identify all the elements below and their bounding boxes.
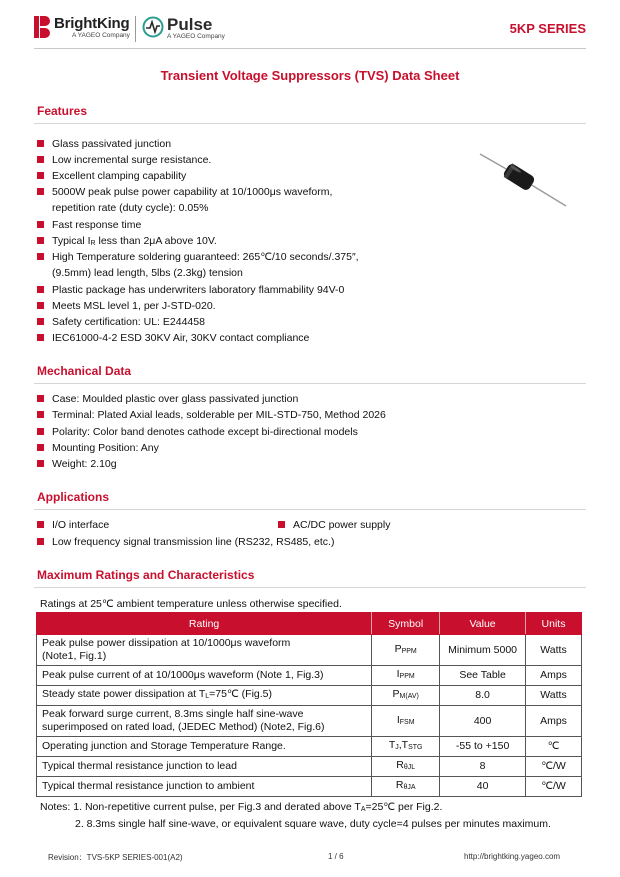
column-header: Symbol [372,613,440,635]
column-header: Units [526,613,582,635]
pulse-logo-icon [142,16,164,38]
column-header: Rating [37,613,372,635]
value-cell: -55 to +150 [440,737,526,757]
ratings-table [36,612,582,797]
pulse-sub: A YAGEO Company [167,33,225,40]
symbol-cell: $I_{PPM}$ [372,666,440,686]
mechanical-rule [34,383,586,384]
symbol-cell: $I_{FSM}$ [372,706,440,737]
brightking-name: BrightKing [54,15,130,32]
list-item: High Temperature soldering guaranteed: 265℃/10 seconds/.375″, [37,251,359,264]
symbol-cell: $P_{M(AV)}$ [372,686,440,706]
rating-cell: Operating junction and Storage Temperature Range. [37,737,372,757]
list-item: Polarity: Color band denotes cathode except bi-directional models [37,426,358,439]
mechanical-heading: Mechanical Data [37,364,132,378]
list-item: Terminal: Plated Axial leads, solderable per MIL-STD-750, Method 2026 [37,409,386,422]
unit-cell: ℃/W [526,757,582,777]
unit-cell: ℃/W [526,777,582,797]
value-cell: 8 [440,757,526,777]
ratings-rule [34,587,586,588]
rating-cell: Peak forward surge current, 8.3ms single half sine-wave superimposed on rated load, (JEDEC Method) (Note2, Fig.6) [37,706,372,737]
logo-divider [135,16,136,42]
brightking-sub: A YAGEO Company [72,32,130,39]
symbol-cell: $R_{\theta JL}$ [372,757,440,777]
list-item: Weight: 2.10g [37,458,117,471]
unit-cell: Watts [526,635,582,666]
series-label: 5KP SERIES [509,21,586,36]
header-rule [34,48,586,49]
rating-cell: Typical thermal resistance junction to ambient [37,777,372,797]
value-cell: 8.0 [440,686,526,706]
value-cell: Minimum 5000 [440,635,526,666]
footer-page-number: 1 / 6 [328,852,344,861]
table-row [37,686,582,706]
ratings-note: Ratings at 25℃ ambient temperature unless otherwise specified. [40,598,342,610]
rating-cell: Peak pulse power dissipation at 10/1000μs waveform (Note1, Fig.1) [37,635,372,666]
list-item-continuation: repetition rate (duty cycle): 0.05% [52,202,209,214]
table-row [37,777,582,797]
applications-rule [34,509,586,510]
table-row [37,757,582,777]
list-item: Safety certification: UL: E244458 [37,316,205,329]
list-item: I/O interface [37,519,109,532]
list-item: Plastic package has underwriters laboratory flammability 94V-0 [37,284,344,297]
rating-cell: Typical thermal resistance junction to lead [37,757,372,777]
list-item: IEC61000-4-2 ESD 30KV Air, 30KV contact compliance [37,332,309,345]
footer-revision: Revision：TVS-5KP SERIES-001(A2) [48,853,183,862]
list-item: Fast response time [37,219,141,232]
list-item: AC/DC power supply [278,519,390,532]
symbol-cell: $R_{\theta JA}$ [372,777,440,797]
value-cell: 40 [440,777,526,797]
table-row [37,737,582,757]
table-row [37,635,582,666]
symbol-cell: $T_J,T_{STG}$ [372,737,440,757]
brightking-logo-icon [34,16,50,38]
value-cell: See Table [440,666,526,686]
unit-cell: Watts [526,686,582,706]
value-cell: 400 [440,706,526,737]
axial-diode-image [478,150,568,210]
column-header: Value [440,613,526,635]
list-item: Typical $I_R$ less than 2μA above 10V. [37,235,217,250]
list-item-continuation: (9.5mm) lead length, 5lbs (2.3kg) tension [52,267,243,279]
list-item: Glass passivated junction [37,138,171,151]
note-1: Notes: 1. Non-repetitive current pulse, per Fig.3 and derated above $T_A=25℃$ per Fig.2. [40,801,443,813]
table-row [37,706,582,737]
pulse-name: Pulse [167,15,213,34]
list-item: Low frequency signal transmission line (RS232, RS485, etc.) [37,536,334,549]
note-2: 2. 8.3ms single half sine-wave, or equivalent square wave, duty cycle=4 pulses per minutes maximum. [75,818,551,830]
list-item: Excellent clamping capability [37,170,186,183]
table-row [37,666,582,686]
ratings-heading: Maximum Ratings and Characteristics [37,568,255,582]
unit-cell: Amps [526,666,582,686]
symbol-cell: $P_{PPM}$ [372,635,440,666]
rating-cell: Peak pulse current of at 10/1000μs waveform (Note 1, Fig.3) [37,666,372,686]
unit-cell: Amps [526,706,582,737]
applications-heading: Applications [37,490,110,504]
brightking-logo [34,16,130,40]
features-rule [34,123,586,124]
pulse-logo [142,16,225,41]
list-item: 5000W peak pulse power capability at 10/1000μs waveform, [37,186,332,199]
table-header-row [37,613,582,635]
footer-url[interactable]: http://brightking.yageo.com [464,852,561,861]
unit-cell: ℃ [526,737,582,757]
document-title: Transient Voltage Suppressors (TVS) Data Sheet [160,68,460,83]
page-header [34,14,586,44]
list-item: Case: Moulded plastic over glass passivated junction [37,393,298,406]
features-heading: Features [37,104,88,118]
list-item: Low incremental surge resistance. [37,154,211,167]
list-item: Meets MSL level 1, per J-STD-020. [37,300,216,313]
list-item: Mounting Position: Any [37,442,159,455]
rating-cell: Steady state power dissipation at $T_L=75℃$ (Fig.5) [37,686,372,706]
